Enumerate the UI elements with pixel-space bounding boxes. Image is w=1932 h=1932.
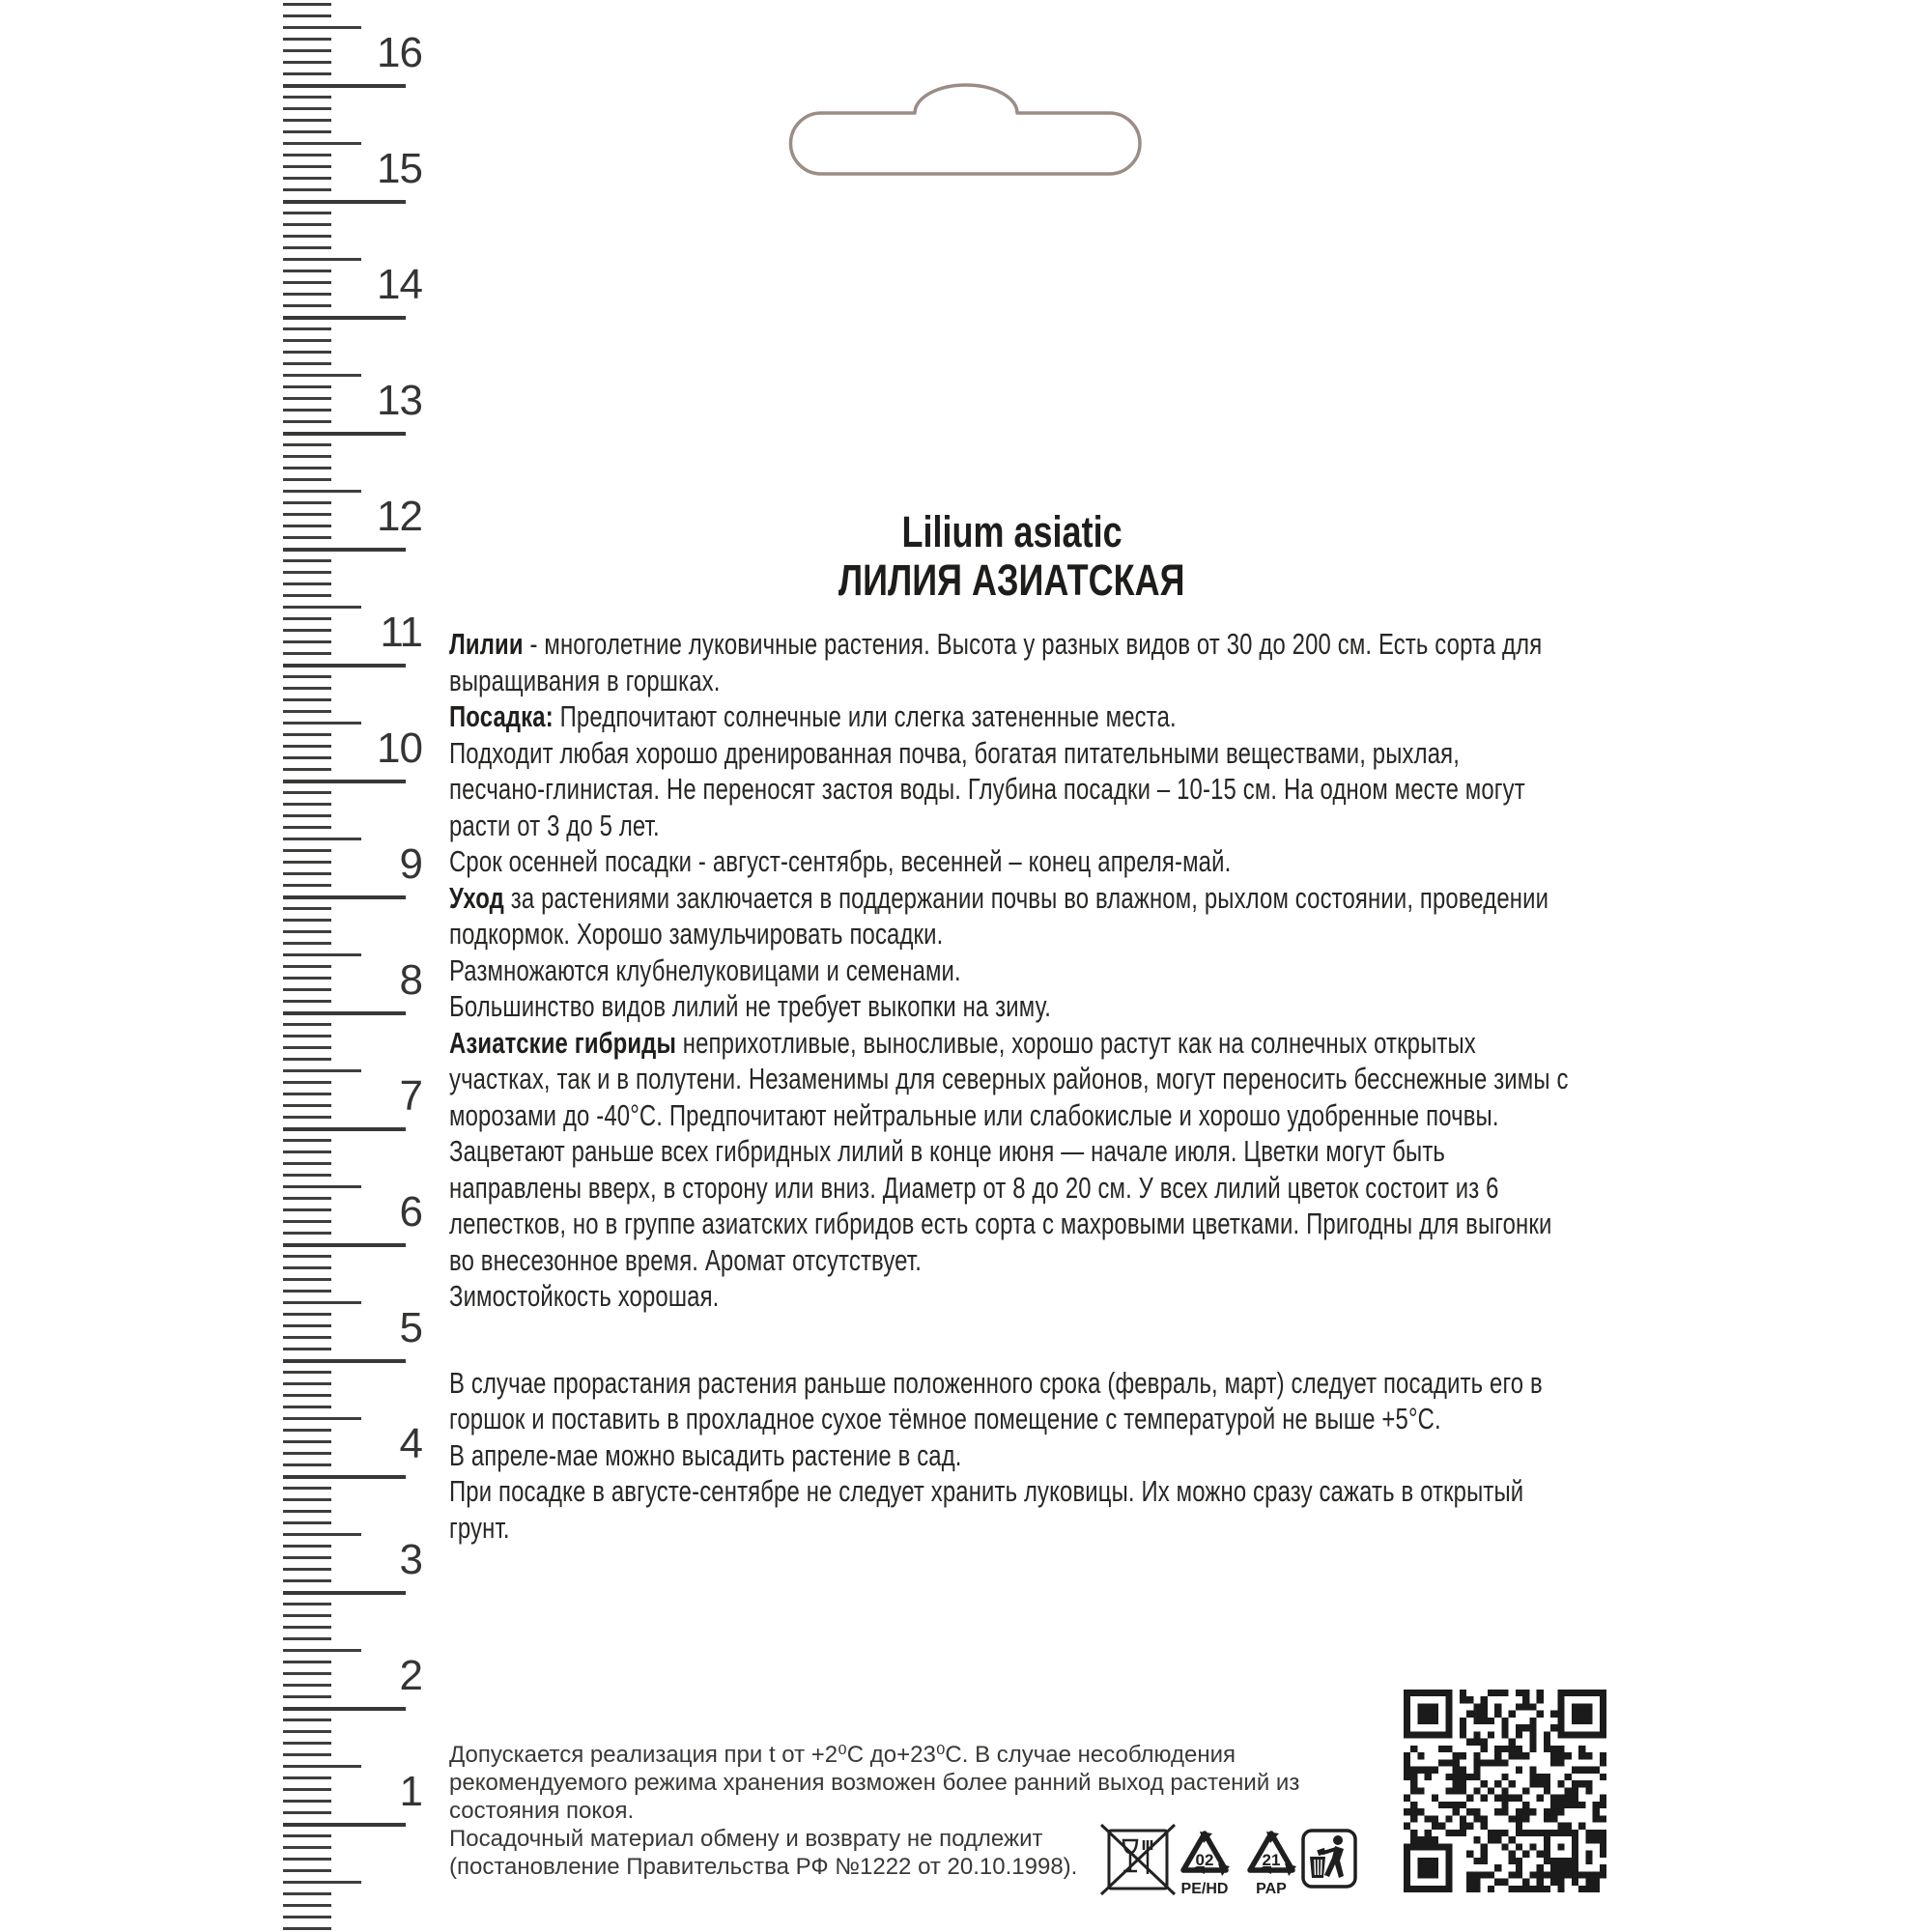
ruler-tick [283, 1568, 331, 1571]
ruler-label: 16 [377, 29, 422, 76]
ruler-tick [283, 316, 406, 320]
ruler-label: 14 [377, 261, 422, 308]
ruler-label: 7 [399, 1072, 422, 1120]
body-text-line: В апреле-мае можно высадить растение в сад. [449, 1437, 962, 1472]
ruler-tick [283, 1800, 331, 1803]
ruler-tick [283, 664, 406, 668]
body-text-line: выращивания в горшках. [449, 663, 721, 697]
body-text-line: горшок и поставить в прохладное сухое тёмное помещение с температурой не выше +5°С. [449, 1402, 1441, 1435]
ruler-tick [283, 1324, 331, 1327]
ruler-tick [283, 200, 406, 204]
ruler-tick [283, 1011, 406, 1015]
ruler-tick [283, 1035, 331, 1037]
recycle-label-pehd: PE/HD [1180, 1881, 1229, 1897]
body-text-line: лепестков, но в группе азиатских гибридов есть сорта с махровыми цветками. Пригодны для выгонки [449, 1207, 1552, 1240]
ruler-tick [283, 1336, 331, 1339]
ruler-tick [283, 884, 331, 887]
ruler-tick [283, 49, 331, 52]
ruler-tick [283, 154, 331, 156]
ruler-tick [283, 1139, 331, 1142]
ruler-tick [283, 1846, 331, 1849]
ruler-tick [283, 1684, 331, 1687]
ruler-tick [283, 1498, 331, 1501]
ruler-tick [283, 1869, 331, 1872]
ruler-label: 1 [399, 1768, 422, 1815]
ruler-tick [283, 1591, 406, 1595]
ruler-tick [283, 733, 331, 736]
ruler-tick [283, 1406, 331, 1408]
ruler-tick [283, 107, 331, 110]
ruler-label: 6 [399, 1188, 422, 1236]
ruler-label: 9 [399, 840, 422, 888]
ruler-tick [283, 965, 331, 968]
ruler-tick [283, 1093, 331, 1095]
ruler-tick [283, 698, 331, 701]
ruler-tick [283, 536, 331, 539]
ruler-tick [283, 1232, 331, 1235]
ruler-tick [283, 409, 331, 412]
ruler-tick [283, 443, 331, 446]
ruler-label: 2 [399, 1652, 422, 1699]
ruler-tick [283, 1858, 331, 1861]
body-text-line: Подходит любая хорошо дренированная почва, богатая питательными веществами, рыхлая, [449, 735, 1461, 770]
body-text-line: участках, так и в полутени. Незаменимы для северных районов, могут переносить бесснежные зимы с [449, 1062, 1569, 1095]
recycle-code-02: 02 [1195, 1851, 1214, 1869]
ruler-tick [283, 1197, 331, 1200]
ruler-tick [283, 96, 331, 99]
ruler-tick [283, 1348, 331, 1350]
legal-text-line: Посадочный материал обмену и возврату не подлежит [449, 1826, 1043, 1852]
ruler-tick [283, 235, 331, 238]
ruler-tick [283, 1510, 331, 1513]
ruler-tick [283, 397, 331, 400]
ruler-tick [283, 872, 331, 875]
ruler-tick [283, 1371, 331, 1374]
hang-tab-outline [791, 85, 1141, 174]
recycle-pehd-icon [1174, 1826, 1236, 1899]
body-text-line: Зацветают раньше всех гибридных лилий в конце июня — начале июля. Цветки могут быть [449, 1134, 1446, 1168]
ruler-label: 15 [377, 145, 422, 192]
ruler-tick [283, 72, 331, 75]
ruler-tick [283, 501, 331, 504]
ruler-tick [283, 1243, 406, 1247]
ruler-label: 4 [399, 1420, 422, 1467]
ruler-tick [283, 304, 331, 307]
ruler-tick [283, 1220, 331, 1223]
legal-text-line: Допускается реализация при t от +2⁰С до+23⁰С. В случае несоблюдения [449, 1742, 1236, 1768]
ruler-tick [283, 977, 331, 980]
ruler-tick [283, 1776, 331, 1779]
ruler-tick [283, 1151, 331, 1153]
ruler-tick [283, 1382, 331, 1385]
ruler-tick [283, 571, 331, 574]
ruler-tick [283, 1637, 331, 1640]
body-text-line: подкормок. Хорошо замульчировать посадки. [449, 917, 944, 951]
body-text-line: Размножаются клубнелуковицами и семенами. [449, 952, 961, 987]
ruler-tick [283, 780, 406, 783]
ruler-tick [283, 1081, 331, 1084]
body-text-line: морозами до -40°С. Предпочитают нейтральные или слабокислые и хорошо удобренные почвы. [449, 1097, 1499, 1132]
ruler-tick [283, 1208, 331, 1211]
ruler-tick [283, 559, 331, 562]
ruler-label: 11 [380, 609, 422, 656]
ruler-tick [283, 1626, 331, 1629]
ruler-tick [283, 1881, 361, 1884]
body-text-line: Лилии - многолетние луковичные растения. Высота у разных видов от 30 до 200 см. Есть сорта для [449, 627, 1543, 661]
hang-tab-cutout [768, 63, 1164, 193]
ruler-tick [283, 165, 331, 168]
ruler-tick [283, 1463, 331, 1466]
legal-text-line: (постановление Правительства РФ №1222 от 20.10.1998). [449, 1854, 1078, 1880]
ruler-tick [283, 1452, 331, 1455]
ruler-tick [283, 3, 331, 6]
ruler-tick [283, 582, 331, 585]
ruler-tick [283, 745, 331, 748]
ruler-tick [283, 188, 331, 191]
ruler-tick [283, 617, 331, 620]
ruler-tick [283, 351, 331, 354]
ruler-tick [283, 1579, 331, 1582]
ruler-tick [283, 1278, 331, 1281]
ruler-tick [283, 1359, 406, 1363]
ruler-tick [283, 768, 331, 771]
ruler-tick [283, 1290, 331, 1293]
ruler-tick [283, 61, 331, 64]
ruler-tick [283, 919, 331, 922]
ruler-tick [283, 814, 331, 817]
description-text [449, 626, 1587, 1546]
ruler-tick [283, 1104, 331, 1107]
body-text-line: При посадке в августе-сентябре не следует хранить луковицы. Их можно сразу сажать в открытый [449, 1474, 1524, 1508]
ruler-tick [283, 1116, 331, 1119]
body-text-line: песчано-глинистая. Не переносят застоя воды. Глубина посадки – 10-15 см. На одном месте могут [449, 772, 1525, 806]
ruler-tick [283, 455, 331, 458]
legal-text-line: рекомендуемого режима хранения возможен более ранний выход растений из [449, 1770, 1300, 1796]
ruler-tick [283, 930, 331, 933]
ruler-tick [283, 1904, 331, 1907]
ruler-label: 12 [377, 493, 422, 540]
ruler-tick [283, 1603, 331, 1605]
ruler-label: 5 [399, 1304, 422, 1351]
recycle-pap-icon [1240, 1826, 1302, 1899]
ruler-tick [283, 942, 331, 945]
ruler [0, 0, 444, 1932]
ruler-tick [283, 594, 331, 597]
ruler-tick [283, 1545, 331, 1548]
ruler-tick [283, 1023, 331, 1026]
ruler-tick [283, 907, 331, 910]
ruler-tick [283, 1127, 406, 1131]
ruler-label: 8 [399, 956, 422, 1004]
ruler-label: 10 [377, 724, 422, 772]
ruler-tick [283, 1394, 331, 1397]
ruler-tick [283, 687, 331, 690]
ruler-tick [283, 826, 331, 829]
ruler-tick [283, 362, 331, 365]
ruler-tick [283, 1487, 331, 1490]
body-text-line: В случае прорастания растения раньше положенного срока (февраль, март) следует посадить его в [449, 1365, 1543, 1400]
ruler-tick [283, 212, 331, 214]
ruler-tick [283, 1672, 331, 1675]
latin-title: Lilium asiatic [901, 507, 1122, 556]
ruler-tick [283, 1916, 331, 1918]
ruler-tick [283, 548, 406, 552]
ruler-tick [283, 1661, 331, 1663]
ruler-tick [283, 1719, 331, 1721]
ruler-tick [283, 420, 331, 423]
ruler-tick [283, 38, 331, 41]
ruler-tick [283, 14, 331, 17]
ruler-tick [283, 385, 331, 388]
ruler-tick [283, 1556, 331, 1559]
ruler-tick [283, 1927, 331, 1930]
ruler-tick [283, 478, 331, 481]
body-text-line: направлены вверх, в сторону или вниз. Диаметр от 8 до 20 см. У всех лилий цветок состоит из 6 [449, 1170, 1499, 1205]
ruler-tick [283, 293, 331, 296]
ruler-tick [283, 1162, 331, 1165]
ruler-tick [283, 223, 331, 226]
ruler-tick [283, 861, 331, 864]
ruler-tick [283, 119, 331, 122]
body-text-line: Уход за растениями заключается в поддержании почвы во влажном, рыхлом состоянии, проведении [449, 880, 1549, 915]
qr-code [1404, 1690, 1606, 1892]
ruler-tick [283, 1892, 331, 1895]
ruler-tick [283, 1174, 331, 1177]
ruler-tick [283, 1058, 331, 1061]
ruler-tick [283, 281, 331, 284]
recycle-label-pap: PAP [1256, 1881, 1287, 1897]
ruler-tick [283, 1266, 331, 1269]
ruler-tick [283, 640, 331, 643]
ruler-tick [283, 246, 331, 249]
ruler-tick [283, 675, 331, 678]
body-text-line: во внесезонное время. Аромат отсутствует. [449, 1242, 923, 1277]
legal-text-line: состояния покоя. [449, 1798, 635, 1824]
ruler-tick [283, 1753, 331, 1756]
body-text-line: грунт. [449, 1510, 510, 1545]
ruler-tick [283, 1730, 331, 1733]
title-block [449, 508, 1575, 605]
ruler-tick [283, 629, 331, 632]
body-text-line: Зимостойкость хорошая. [449, 1279, 720, 1313]
ruler-tick [283, 849, 331, 852]
ruler-tick [283, 1834, 331, 1837]
ruler-tick [283, 1255, 331, 1258]
ruler-tick [283, 1440, 331, 1443]
ruler-tick [283, 1695, 331, 1698]
ruler-label: 3 [399, 1536, 422, 1583]
ruler-tick [283, 513, 331, 516]
ruler-tick [283, 1046, 331, 1049]
ruler-tick [283, 1788, 331, 1791]
ruler-tick [283, 1823, 406, 1827]
ruler-tick [283, 130, 331, 133]
ruler-tick [283, 1000, 331, 1003]
ruler-tick [283, 1475, 406, 1479]
ruler-label: 13 [377, 377, 422, 424]
recycle-code-21: 21 [1262, 1851, 1281, 1869]
body-text-line: Срок осенней посадки - август-сентябрь, весенней – конец апреля-май. [449, 844, 1232, 878]
body-text-line: Посадка: Предпочитают солнечные или слегка затененные места. [449, 699, 1177, 733]
body-text-line: Азиатские гибриды неприхотливые, выносливые, хорошо растут как на солнечных открытых [449, 1025, 1476, 1060]
ruler-tick [283, 1313, 331, 1316]
body-text-line: Большинство видов лилий не требует выкопки на зиму. [449, 989, 1052, 1023]
ruler-tick [283, 803, 331, 806]
ruler-tick [283, 84, 406, 88]
ruler-tick [283, 270, 331, 272]
tidyman-icon [1300, 1828, 1358, 1891]
no-food-contact-icon [1099, 1824, 1177, 1899]
body-text-line: расти от 3 до 5 лет. [449, 808, 660, 842]
ruler-tick [283, 1521, 331, 1524]
ruler-tick [283, 467, 331, 469]
ruler-tick [283, 177, 331, 180]
ruler-tick [283, 432, 406, 436]
ruler-tick [283, 1811, 331, 1814]
ruler-tick [283, 1429, 331, 1432]
ruler-tick [283, 525, 331, 527]
ruler-tick [283, 652, 331, 655]
ruler-tick [283, 756, 331, 759]
ruler-tick [283, 895, 406, 899]
ruler-tick [283, 710, 331, 713]
ruler-tick [283, 327, 331, 330]
ruler-tick [283, 1707, 406, 1711]
ruler-tick [283, 339, 331, 342]
russian-title: ЛИЛИЯ АЗИАТСКАЯ [838, 555, 1185, 605]
ruler-tick [283, 791, 331, 794]
ruler-tick [283, 1614, 331, 1617]
ruler-tick [283, 1742, 331, 1745]
ruler-tick [283, 988, 331, 991]
